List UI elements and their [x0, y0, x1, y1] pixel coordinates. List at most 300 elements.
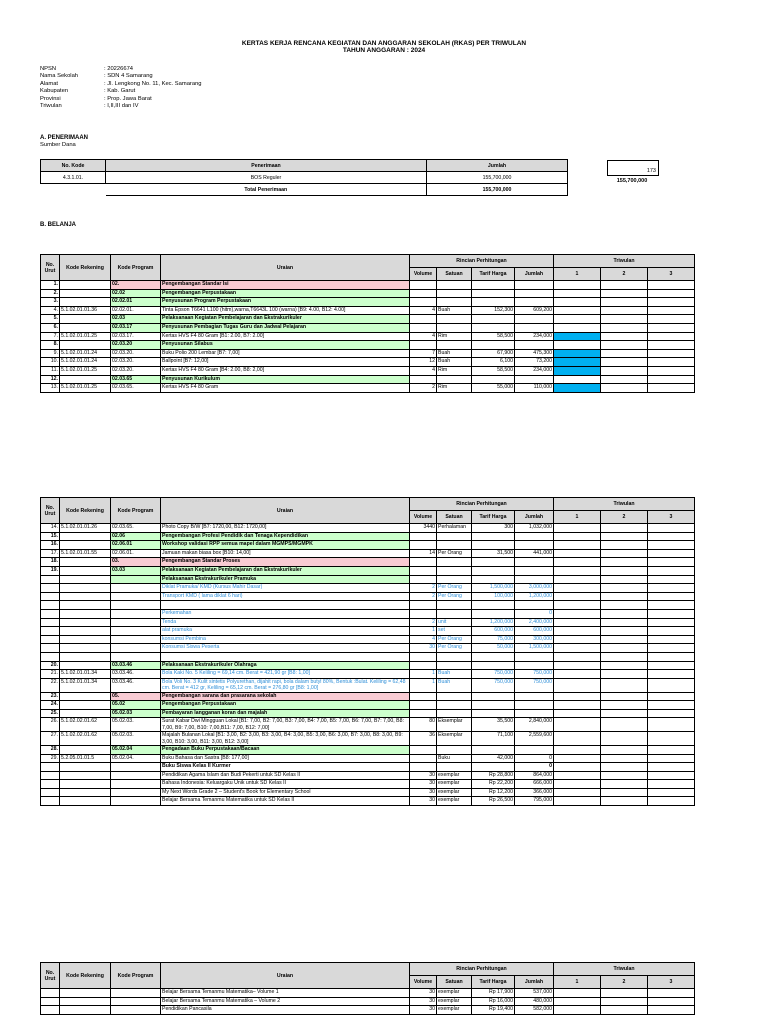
row-volume: 3440: [410, 524, 437, 533]
row-no: 19.: [41, 566, 60, 575]
row-tw3: [648, 375, 695, 384]
row-uraian: Surat Kabar Dwi Mingguan Lokal [B1: 7,00, B2: 7,00, B3: 7,00, B4: 7,00, B5: 7,00, B6: 7,00, B7: 7,00, B8: 7,00, B9: 7,00, B10: 7,00,B11: 7,00, B12: 7,00]: [161, 718, 410, 732]
row-program: 02.03.65.: [111, 524, 161, 533]
row-jumlah: 795,000: [515, 797, 554, 806]
row-jumlah: [515, 281, 554, 290]
row-satuan: exemplar: [437, 771, 472, 780]
row-rekening: [60, 652, 111, 661]
table-row: [41, 601, 695, 610]
row-tw3: [648, 609, 695, 618]
col-kode-rekening: Kode Rekening: [60, 255, 111, 281]
table-row: [41, 732, 695, 746]
row-rekening: [60, 627, 111, 636]
row-satuan: [437, 661, 472, 670]
row-satuan: [437, 763, 472, 772]
table-row: [41, 584, 695, 593]
row-jumlah: 582,000: [515, 1006, 554, 1015]
row-no: [41, 997, 60, 1006]
row-volume: [410, 341, 437, 350]
row-tarif: [472, 661, 515, 670]
row-tw3: [648, 358, 695, 367]
doc-title: KERTAS KERJA RENCANA KEGIATAN DAN ANGGARAN SEKOLAH (RKAS) PER TRIWULAN: [241, 40, 527, 47]
row-uraian: Pengembangan sarana dan prasarana sekolah: [161, 692, 410, 701]
row-program: [111, 771, 161, 780]
row-jumlah: [515, 652, 554, 661]
table-row: [41, 532, 695, 541]
col-volume: Volume: [410, 268, 437, 281]
row-tarif: 58,500: [472, 332, 515, 341]
row-tw3: [648, 558, 695, 567]
row-tw3: [648, 1006, 695, 1015]
sumber-dana-label: Sumber Dana: [40, 142, 76, 148]
row-tw3: [648, 592, 695, 601]
row-tw1: [554, 754, 601, 763]
row-uraian: Tinta Epson T6641 L100 (hitm),warna,T6643L 100 (warna) [B9: 4.00, B12: 4.00]: [161, 306, 410, 315]
row-tw3: [648, 384, 695, 393]
row-tw1: [554, 670, 601, 679]
row-satuan: [437, 532, 472, 541]
row-satuan: Per Orang: [437, 644, 472, 653]
row-no: 5.: [41, 315, 60, 324]
row-no: 18.: [41, 558, 60, 567]
row-satuan: Per Orang: [437, 549, 472, 558]
table-row: [41, 709, 695, 718]
row-rekening: [60, 592, 111, 601]
row-tw3: [648, 306, 695, 315]
col-uraian: Uraian: [161, 963, 410, 989]
row-tw3: [648, 692, 695, 701]
row-tw2: [601, 358, 648, 367]
row-tw2: [601, 315, 648, 324]
row-tw3: [648, 524, 695, 533]
row-rekening: [60, 701, 111, 710]
row-volume: 14: [410, 549, 437, 558]
row-tw3: [648, 701, 695, 710]
row-program: [111, 627, 161, 636]
row-uraian: alat pramuka: [161, 627, 410, 636]
row-satuan: [437, 709, 472, 718]
row-satuan: [437, 281, 472, 290]
row-tarif: [472, 375, 515, 384]
row-rekening: 5.1.02.02.01.62: [60, 718, 111, 732]
doc-year: TAHUN ANGGARAN : 2024: [342, 47, 426, 54]
row-rekening: [60, 1006, 111, 1015]
row-satuan: [437, 323, 472, 332]
row-program: 05.02.03: [111, 709, 161, 718]
row-volume: 1: [410, 678, 437, 692]
col-jumlah: Jumlah: [515, 511, 554, 524]
info-row: [40, 66, 202, 73]
row-tw3: [648, 797, 695, 806]
row-tw2: [601, 745, 648, 754]
row-tw2: [601, 618, 648, 627]
col-volume: Volume: [410, 511, 437, 524]
row-tw2: [601, 323, 648, 332]
row-tw1: [554, 358, 601, 367]
col-tarif: Tarif Harga: [472, 268, 515, 281]
row-volume: [410, 289, 437, 298]
row-volume: [410, 541, 437, 550]
table-row: [41, 780, 695, 789]
row-tarif: Rp 17,900: [472, 989, 515, 998]
row-volume: [410, 701, 437, 710]
row-tw1: [554, 549, 601, 558]
row-tw1: [554, 780, 601, 789]
row-tw1: [554, 289, 601, 298]
row-tw1: [554, 341, 601, 350]
row-uraian: Majalah Bulanan Lokal [B1: 3,00, B2: 3,00, B3: 3,00, B4: 3,00, B5: 3,00, B6: 3,00, B7: 3,00, B8: 3,00, B9: 3,00, B10: 3,00, B11: 3,00, B12: 3,00]: [161, 732, 410, 746]
info-key: Alamat: [40, 80, 59, 87]
row-no: 10.: [41, 358, 60, 367]
row-tw1: [554, 532, 601, 541]
row-program: [111, 989, 161, 998]
row-tw3: [648, 661, 695, 670]
table-row: [41, 366, 695, 375]
row-no: [41, 763, 60, 772]
row-program: 05.02: [111, 701, 161, 710]
row-tarif: [472, 298, 515, 307]
row-tarif: [472, 692, 515, 701]
row-satuan: [437, 692, 472, 701]
row-tarif: [472, 609, 515, 618]
row-rekening: [60, 661, 111, 670]
row-rekening: 5.2.05.01.01.5: [60, 754, 111, 763]
row-tarif: 152,300: [472, 306, 515, 315]
table-row: [41, 349, 695, 358]
row-rekening: [60, 635, 111, 644]
row-jumlah: 609,200: [515, 306, 554, 315]
row-no: 24.: [41, 701, 60, 710]
row-tw3: [648, 997, 695, 1006]
row-volume: 36: [410, 732, 437, 746]
row-volume: [410, 323, 437, 332]
table-row: [41, 549, 695, 558]
row-rekening: [60, 788, 111, 797]
row-no: [41, 609, 60, 618]
row-uraian: Penyusunan Program Perpustakaan: [161, 298, 410, 307]
belanja-table-2: [40, 497, 695, 806]
table-row: [41, 678, 695, 692]
row-tarif: 55,000: [472, 384, 515, 393]
row-tw3: [648, 349, 695, 358]
row-tw1: [554, 989, 601, 998]
row-rekening: 5.1.02.01.01.36: [60, 306, 111, 315]
row-tarif: [472, 315, 515, 324]
row-volume: 2: [410, 618, 437, 627]
row-tw2: [601, 541, 648, 550]
row-jumlah: [515, 601, 554, 610]
row-no: [41, 797, 60, 806]
row-jumlah: [515, 661, 554, 670]
row-tw1: [554, 718, 601, 732]
row-program: 03.03.46.: [111, 678, 161, 692]
row-rekening: [60, 323, 111, 332]
col-jumlah: Jumlah: [427, 160, 568, 172]
row-tarif: Rp 16,000: [472, 997, 515, 1006]
table-row: [41, 771, 695, 780]
row-volume: [410, 754, 437, 763]
row-program: [111, 635, 161, 644]
table-row: [41, 661, 695, 670]
row-program: 02.03.20.: [111, 349, 161, 358]
row-jumlah: 1,500,000: [515, 644, 554, 653]
row-tw1: [554, 644, 601, 653]
row-no: [41, 771, 60, 780]
row-tw2: [601, 558, 648, 567]
row-no: 29.: [41, 754, 60, 763]
row-rekening: [60, 541, 111, 550]
row-tw3: [648, 788, 695, 797]
row-jumlah: 73,200: [515, 358, 554, 367]
row-jumlah: [515, 323, 554, 332]
row-rekening: [60, 375, 111, 384]
col-tw2: 2: [601, 511, 648, 524]
row-tarif: 750,000: [472, 678, 515, 692]
row-tw2: [601, 532, 648, 541]
row-volume: [410, 315, 437, 324]
row-volume: [410, 558, 437, 567]
row-tw1: [554, 323, 601, 332]
row-tw3: [648, 532, 695, 541]
row-jumlah: 3,000,000: [515, 584, 554, 593]
info-key: Kabupaten: [40, 88, 69, 95]
row-satuan: [437, 298, 472, 307]
row-no: [41, 584, 60, 593]
row-program: [111, 601, 161, 610]
row-tw3: [648, 601, 695, 610]
row-jumlah: [515, 701, 554, 710]
row-jumlah: 366,000: [515, 788, 554, 797]
table-row: [41, 644, 695, 653]
row-uraian: Perkemahan: [161, 609, 410, 618]
row-tw2: [601, 635, 648, 644]
row-volume: 30: [410, 780, 437, 789]
row-program: 02.02: [111, 289, 161, 298]
row-volume: 30: [410, 771, 437, 780]
row-rekening: [60, 566, 111, 575]
row-rekening: 5.1.02.01.01.25: [60, 366, 111, 375]
row-rekening: 5.1.02.01.01.34: [60, 678, 111, 692]
row-tw1: [554, 997, 601, 1006]
row-satuan: [437, 745, 472, 754]
row-tw2: [601, 349, 648, 358]
table-row: [41, 341, 695, 350]
info-key: NPSN: [40, 66, 57, 72]
row-tw3: [648, 323, 695, 332]
row-tw3: [648, 366, 695, 375]
row-tw3: [648, 541, 695, 550]
row-rekening: 5.1.02.01.01.26: [60, 524, 111, 533]
row-program: [111, 780, 161, 789]
row-satuan: exemplar: [437, 989, 472, 998]
row-rekening: 5.1.02.01.01.24: [60, 358, 111, 367]
row-tw3: [648, 709, 695, 718]
receipt-code: 4.3.1.01.: [41, 172, 106, 184]
row-tw1: [554, 618, 601, 627]
table-row: [41, 635, 695, 644]
row-volume: 7: [410, 349, 437, 358]
row-no: 2.: [41, 289, 60, 298]
row-no: 26.: [41, 718, 60, 732]
row-rekening: [60, 298, 111, 307]
row-jumlah: 480,000: [515, 997, 554, 1006]
row-jumlah: 2,840,000: [515, 718, 554, 732]
row-tarif: 6,100: [472, 358, 515, 367]
row-volume: 30: [410, 797, 437, 806]
row-tw1: [554, 584, 601, 593]
row-satuan: exemplar: [437, 780, 472, 789]
row-uraian: Bahasa Indonesia: Keluargaku Unik untuk SD Kelas II: [161, 780, 410, 789]
row-uraian: Konsumsi Siswa Peserta: [161, 644, 410, 653]
row-satuan: Eksemplar: [437, 718, 472, 732]
row-uraian: Pendidikan Pancasila: [161, 1006, 410, 1015]
row-volume: 30: [410, 644, 437, 653]
row-uraian: Diklat Pramuka/ KMD (Kursus Mahir Dasar): [161, 584, 410, 593]
row-no: [41, 989, 60, 998]
row-tw1: [554, 1006, 601, 1015]
col-satuan: Satuan: [437, 976, 472, 989]
col-jumlah: Jumlah: [515, 976, 554, 989]
row-no: 25.: [41, 709, 60, 718]
row-rekening: [60, 558, 111, 567]
row-tw2: [601, 575, 648, 584]
table-row: [41, 763, 695, 772]
row-tarif: [472, 341, 515, 350]
row-no: [41, 618, 60, 627]
row-satuan: [437, 566, 472, 575]
row-satuan: [437, 701, 472, 710]
row-tw3: [648, 635, 695, 644]
table-row: [41, 754, 695, 763]
row-tw2: [601, 797, 648, 806]
row-satuan: Per Orang: [437, 592, 472, 601]
table-row: [41, 575, 695, 584]
row-tw1: [554, 627, 601, 636]
row-uraian: Pelaksanaan Ekstrakurikuler Olahraga: [161, 661, 410, 670]
row-tw1: [554, 692, 601, 701]
row-volume: 30: [410, 1006, 437, 1015]
col-kode-program: Kode Program: [111, 498, 161, 524]
row-uraian: Pembayaran langganan koran dan majalah: [161, 709, 410, 718]
row-tw2: [601, 678, 648, 692]
col-tw1: 1: [554, 976, 601, 989]
row-volume: [410, 661, 437, 670]
row-tw1: [554, 709, 601, 718]
col-rincian: Rincian Perhitungan: [410, 255, 554, 268]
row-tarif: 58,500: [472, 366, 515, 375]
row-tw2: [601, 584, 648, 593]
belanja-table-1: [40, 254, 695, 393]
table-row: [41, 989, 695, 998]
row-tw2: [601, 771, 648, 780]
row-tw2: [601, 366, 648, 375]
row-jumlah: 750,000: [515, 678, 554, 692]
row-jumlah: 110,000: [515, 384, 554, 393]
row-tw1: [554, 745, 601, 754]
row-tw2: [601, 566, 648, 575]
row-jumlah: 234,000: [515, 366, 554, 375]
row-volume: [410, 652, 437, 661]
row-no: 14.: [41, 524, 60, 533]
row-jumlah: 1,032,000: [515, 524, 554, 533]
row-rekening: 5.1.02.01.01.55: [60, 549, 111, 558]
row-tarif: 50,000: [472, 644, 515, 653]
row-tw1: [554, 592, 601, 601]
row-uraian: Pengembangan Perpustakaan: [161, 701, 410, 710]
row-jumlah: 1,200,000: [515, 592, 554, 601]
row-program: [111, 763, 161, 772]
row-uraian: Penyusunan Silabus: [161, 341, 410, 350]
row-tarif: [472, 541, 515, 550]
row-uraian: Buku Siswa Kelas II Kurmer: [161, 763, 410, 772]
col-satuan: Satuan: [437, 268, 472, 281]
row-tw3: [648, 670, 695, 679]
col-no-urut: No. Urut: [41, 255, 60, 281]
info-value: : Prop. Jawa Barat: [104, 95, 152, 102]
row-tw2: [601, 332, 648, 341]
row-no: 16.: [41, 541, 60, 550]
row-uraian: Jamuan makan biasa box [B10: 14,00]: [161, 549, 410, 558]
row-satuan: exemplar: [437, 797, 472, 806]
row-jumlah: [515, 566, 554, 575]
row-volume: 1: [410, 670, 437, 679]
row-tw2: [601, 701, 648, 710]
info-row: [40, 96, 202, 103]
row-tw2: [601, 1006, 648, 1015]
row-program: [111, 1006, 161, 1015]
row-jumlah: 441,000: [515, 549, 554, 558]
row-tarif: [472, 566, 515, 575]
row-tarif: 600,000: [472, 627, 515, 636]
row-jumlah: 300,000: [515, 635, 554, 644]
row-uraian: Kertas HVS F4 80 Gram [B1: 2.00, B7: 2.00]: [161, 332, 410, 341]
table-row: [41, 618, 695, 627]
row-program: 02.: [111, 281, 161, 290]
row-program: 02.03: [111, 315, 161, 324]
row-no: [41, 780, 60, 789]
info-row: [40, 103, 202, 110]
row-jumlah: 234,000: [515, 332, 554, 341]
row-volume: [410, 375, 437, 384]
row-program: [111, 575, 161, 584]
row-uraian: Transport KMD ( lama diklat 6 hari): [161, 592, 410, 601]
row-tarif: [472, 281, 515, 290]
row-tw2: [601, 732, 648, 746]
row-volume: [410, 745, 437, 754]
row-volume: 2: [410, 592, 437, 601]
row-tw1: [554, 678, 601, 692]
row-volume: [410, 532, 437, 541]
row-tarif: Rp 19,400: [472, 1006, 515, 1015]
col-kode-program: Kode Program: [111, 255, 161, 281]
row-no: 15.: [41, 532, 60, 541]
row-tarif: Rp 28,800: [472, 771, 515, 780]
info-key: Provinsi: [40, 95, 61, 102]
row-program: 02.06: [111, 532, 161, 541]
row-tw2: [601, 298, 648, 307]
row-tw2: [601, 718, 648, 732]
row-tw2: [601, 341, 648, 350]
row-no: 27.: [41, 732, 60, 746]
row-tw3: [648, 289, 695, 298]
row-uraian: My Next Words Grade 2 – Student's Book for Elementary School: [161, 788, 410, 797]
row-uraian: [161, 601, 410, 610]
row-tw1: [554, 797, 601, 806]
row-tw1: [554, 788, 601, 797]
table-row: [41, 609, 695, 618]
col-volume: Volume: [410, 976, 437, 989]
row-no: 6.: [41, 323, 60, 332]
